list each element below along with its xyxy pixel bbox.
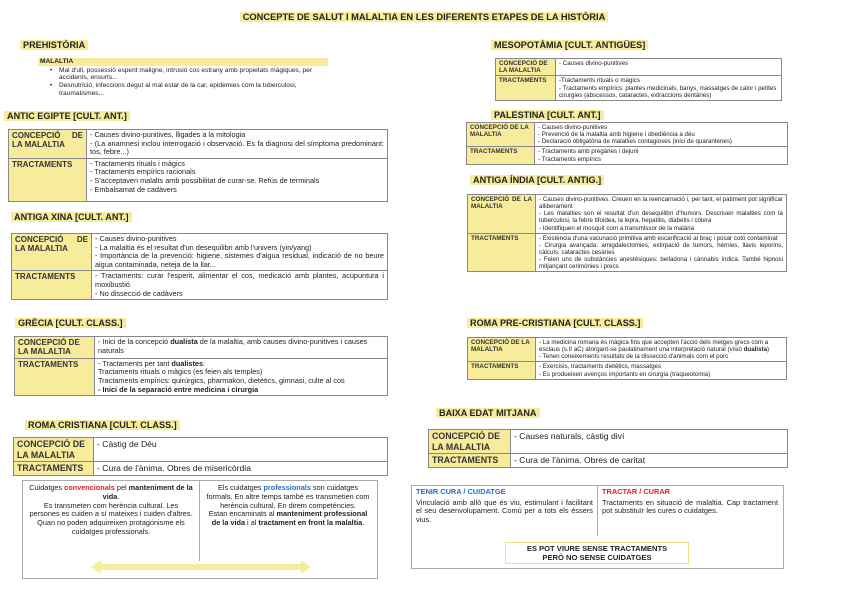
table-row [496,59,782,76]
row-label-tractaments: TRACTAMENTS [468,233,536,272]
cell-tractaments: - Tractaments rituals i màgics - Tractaments empírics racionals - S'acceptaven malalts amb possibilitat de curar-se. Refús de terminals - Embalsamat de cadàvers [87,158,388,201]
heading-india: ANTIGA ÍNDIA [CULT. ANTIG.] [470,175,604,186]
divider [199,481,200,561]
row-label-tractaments: TRACTAMENTS [15,358,95,395]
table-roma-cristiana [13,437,388,476]
table-row [14,462,388,476]
row-label-concepcio: CONCEPCIÓ DE LA MALALTIA [496,59,556,76]
table-grecia [14,336,388,396]
prehistoria-section [38,58,328,97]
table-row [429,454,788,468]
row-label-concepcio: CONCEPCIÓ DE LA MALALTIA [468,338,536,362]
prehistoria-label: MALALTIA [38,58,328,66]
table-row [468,195,787,234]
table-row [12,234,388,271]
cell-tractaments: - Cura de l'ànima. Obres de misericòrdia [94,462,388,476]
tractar-section [602,488,778,516]
row-label-concepcio: CONCEPCIÓ DE LA MALALTIA [14,438,94,462]
conclusion-box: ES POT VIURE SENSE TRACTAMENTS PERÒ NO SENSE CUIDATGES [505,542,689,564]
cuidatges-professionals: Els cuidatges professionals son cuidatges formals. En altre temps també es transmetien com herència cultural. En direm competències. Estan encaminats al manteniment professional de la vida i al tractament en front la malaltia. [206,483,370,527]
table-row [429,430,788,454]
row-label-tractaments: TRACTAMENTS [496,76,556,100]
table-row [15,337,388,359]
heading-mesopotamia: MESOPOTÀMIA [CULT. ANTIGÜES] [491,40,648,51]
tenir-cura-section [416,488,593,525]
table-xina [11,233,388,300]
cell-tractaments: - Cura de l'ànima. Obres de caritat [511,454,788,468]
heading-roma-pre: ROMA PRE-CRISTIANA [CULT. CLASS.] [467,318,643,329]
cell-concepcio: - Inici de la concepció dualista de la malaltia, amb causes divino-punitives i causes naturals [95,337,388,359]
row-label-concepcio: CONCEPCIÓ DE LA MALALTIA [468,195,536,234]
row-label-tractaments: TRACTAMENTS [429,454,511,468]
row-label-concepcio: CONCEPCIÓ DE LA MALALTIA [12,234,92,271]
row-label-tractaments: TRACTAMENTS [9,158,87,201]
heading-grecia: GRÈCIA [CULT. CLASS.] [15,318,126,329]
cell-concepcio: - Causes divino-punitives [556,59,782,76]
cell-concepcio: - Càstig de Déu [94,438,388,462]
cell-tractaments: - Existència d'una vacunació primitiva amb escarificació al braç i posar cotó contaminat - Cirurgia avançada: amigdalectomies, extirpació de tumors, hèrnies, llavis leporins, càlculs, cataractes cesàries - Feien uns de substàncies anestèsiques: belladona i cànnabis índica. També hipnosi mitjançant cerimònies i precs [536,233,787,272]
cell-tractaments: -Tractaments rituals o màgics - Tractaments empírics: plantes medicinals, banys, massatges de calor i petites cirurgies (abscessos, cataractes, extraccions dentàries) [556,76,782,100]
row-label-concepcio: CONCEPCIÓ DE LA MALALTIA [15,337,95,359]
tenir-cura-heading: TENIR CURA / CUIDATGE [416,487,506,496]
row-label-tractaments: TRACTAMENTS [468,362,536,379]
row-label-concepcio: CONCEPCIÓ DE LA MALALTIA [429,430,511,454]
cell-concepcio: - Causes divino-punitives - Prevenció de la malaltia amb higiene i obediència a déu - Declaració obligatòria de malalties contagioses (inici de quarantenes) [535,123,788,147]
table-edat-mitjana [428,429,788,468]
table-row [467,147,788,164]
table-row [468,362,787,379]
double-arrow-icon [91,560,311,574]
table-row [496,76,782,100]
heading-edat-mitjana: BAIXA EDAT MITJANA [436,408,540,419]
table-row [9,158,388,201]
divider [597,486,598,536]
cuidatges-convencionals: Cuidatges convencionals pel manteniment de la vida. Es transmeten com herència cultural. Les persones es cuiden a sí mateixes i cuiden d'altres. Quan no poden adquireixen protagonisme els cuidatges professionals. [29,483,193,536]
cell-concepcio: - Causes divino-punitives - La malaltia és el resultat d'un desequilibri amb l'univers (yin/yang) - Importància de la prevenció: higiene, sistemes d'aigua residual, indicació de no beure aigua contaminada, neteja de la llar... [92,234,388,271]
cell-concepcio: - Causes divino-punitives. Creuen en la reencarnació i, per tant, el patiment pot significar alliberament - Les malalties son el resultat d'un desequilibri d'humors. Descriuen malalties com la tuberculosi, la febre tifoidea, la lepra, hepatitis, diabetis i còlera - Identifiquen el mosquit com a transmissor de la malària [536,195,787,234]
table-roma-pre [467,337,787,380]
table-palestina [466,122,788,165]
heading-egipte: ANTIC EGIPTE [CULT. ANT.] [4,111,130,122]
table-row [15,358,388,395]
row-label-tractaments: TRACTAMENTS [14,462,94,476]
row-label-tractaments: TRACTAMENTS [12,271,92,300]
row-label-tractaments: TRACTAMENTS [467,147,535,164]
heading-xina: ANTIGA XINA [CULT. ANT.] [11,212,132,223]
page-title: CONCEPTE DE SALUT I MALALTIA EN LES DIFERENTS ETAPES DE LA HISTÒRIA [0,12,848,23]
cell-tractaments: - Tractaments amb pregàries i dejuni - Tractaments empírics [535,147,788,164]
row-label-concepcio: CONCEPCIÓ DE LA MALALTIA [467,123,535,147]
cura-tractar-box [411,485,784,569]
heading-palestina: PALESTINA [CULT. ANT.] [491,110,604,121]
cell-concepcio: - Causes divino-punitives, lligades a la mitologia - (La anamnesi inclou interrogació i observació. Es fa diagnosi del símptoma predominant: tos, febre...) [87,130,388,159]
cell-tractaments: - Tractaments per tant dualistes: Tractaments rituals o màgics (es feien als temples) Tractaments empírics: quirúrgics, pharmakon, dietètics, gimnasi, culte al cos - Inici de la separació entre medicina i cirurgia [95,358,388,395]
table-row [468,233,787,272]
table-row [9,130,388,159]
tenir-cura-text: Vinculació amb allò que és viu, estimulant i facilitant el seu desenvolupament. Comú per a tots els éssers vius. [416,497,593,525]
table-row [14,438,388,462]
cell-concepcio: - La medicina romana és màgica fins que accepten l'acció dels metges grecs com a esclaus (s.II aC) atorgant-se paulatinament una interpretació natural (visió dualista) - Tenen coneixements resultats de la dissecció d'animals com el porc [536,338,787,362]
table-egipte [8,129,388,202]
row-label-concepcio: CONCEPCIÓ DE LA MALALTIA [9,130,87,159]
table-row [468,338,787,362]
table-mesopotamia [495,58,782,101]
list-item: • Desnutrició, infeccions degut al mal estar de la car, epidèmies com la tuberculosi, traumatismes... [50,81,297,97]
cell-concepcio: - Causes naturals, càstig diví [511,430,788,454]
table-row [467,123,788,147]
tractar-heading: TRACTAR / CURAR [602,487,671,496]
table-row [12,271,388,300]
tractar-text: Tractaments en situació de malaltia. Cap tractament pot substituïr les cures o cuidatges. [602,497,778,516]
heading-roma-cristiana: ROMA CRISTIANA [CULT. CLASS.] [25,420,180,431]
cuidatges-box [22,480,378,579]
table-india [467,194,787,272]
heading-prehistoria: PREHISTÒRIA [20,40,88,51]
cell-tractaments: - Tractaments: curar l'esperit, alimentar el cos, medicació amb plantes, acupuntura i moxibustió - No dissecció de cadàvers [92,271,388,300]
cell-tractaments: - Exercisis, tractaments dietètics, massatges - Es produeixen avenços importants en cirurgia (traqueotomia) [536,362,787,379]
list-item: • Mal d'ull, possessió esperit maligne, intrusió cos estrany amb propietats màgiques, per accidents, ensurts... [50,66,313,82]
